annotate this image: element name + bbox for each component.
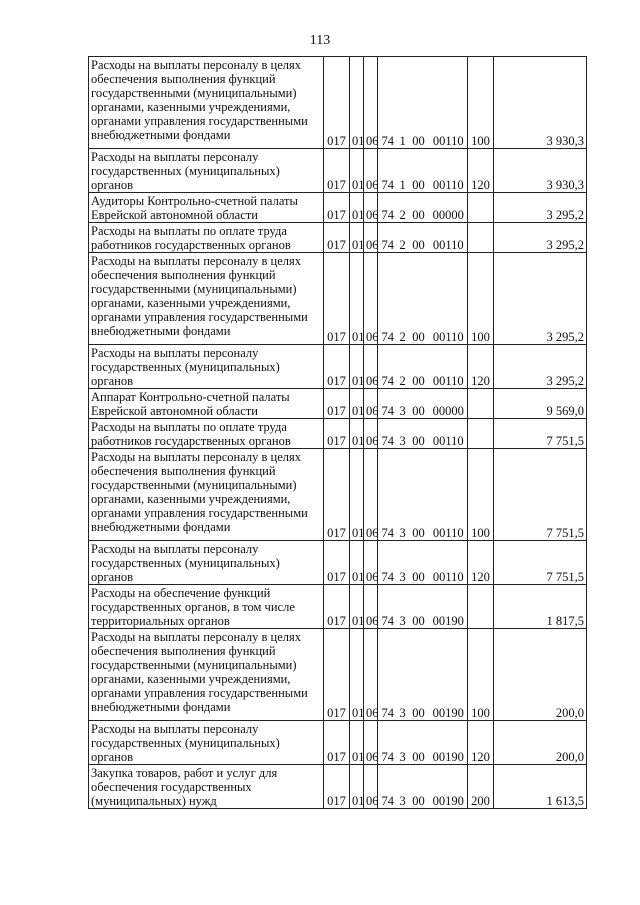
cell-subsection-code: 06 xyxy=(364,541,378,585)
cell-amount: 3 930,3 xyxy=(494,57,587,149)
cell-section-code: 01 xyxy=(350,449,364,541)
cell-amount: 9 569,0 xyxy=(494,389,587,419)
cell-amount: 200,0 xyxy=(494,629,587,721)
cell-gr-code: 017 xyxy=(324,193,350,223)
table-row xyxy=(89,345,587,389)
cell-target-event: 00 xyxy=(408,449,430,541)
cell-target-program: 74 xyxy=(378,585,398,629)
cell-target-program: 74 xyxy=(378,419,398,449)
table-row xyxy=(89,253,587,345)
cell-target-program: 74 xyxy=(378,193,398,223)
table-row xyxy=(89,629,587,721)
item-name: Расходы на выплаты по оплате труда работников государственных органов xyxy=(89,419,324,449)
item-name: Расходы на выплаты персоналу в целях обеспечения выполнения функций государственными (муниципальными) органами, казенными учреждениями, органами управления государственными внебюджетными фондами xyxy=(89,57,324,149)
table-row xyxy=(89,389,587,419)
cell-target-subprogram: 3 xyxy=(398,765,408,809)
table-row xyxy=(89,223,587,253)
cell-section-code: 01 xyxy=(350,585,364,629)
cell-subsection-code: 06 xyxy=(364,721,378,765)
table-row xyxy=(89,721,587,765)
table-row xyxy=(89,149,587,193)
cell-gr-code: 017 xyxy=(324,765,350,809)
cell-target-program: 74 xyxy=(378,541,398,585)
cell-section-code: 01 xyxy=(350,149,364,193)
cell-expense-type: 120 xyxy=(468,721,494,765)
table-row xyxy=(89,57,587,149)
cell-gr-code: 017 xyxy=(324,57,350,149)
cell-section-code: 01 xyxy=(350,223,364,253)
cell-subsection-code: 06 xyxy=(364,585,378,629)
cell-target-event: 00 xyxy=(408,253,430,345)
cell-subsection-code: 06 xyxy=(364,629,378,721)
cell-expense-type: 100 xyxy=(468,449,494,541)
cell-amount: 7 751,5 xyxy=(494,449,587,541)
cell-section-code: 01 xyxy=(350,419,364,449)
cell-target-direction: 00110 xyxy=(430,253,468,345)
cell-target-program: 74 xyxy=(378,629,398,721)
cell-target-event: 00 xyxy=(408,629,430,721)
cell-section-code: 01 xyxy=(350,765,364,809)
cell-target-direction: 00110 xyxy=(430,149,468,193)
item-name: Закупка товаров, работ и услуг для обеспечения государственных (муниципальных) нужд xyxy=(89,765,324,809)
item-name: Расходы на выплаты персоналу в целях обеспечения выполнения функций государственными (муниципальными) органами, казенными учреждениями, органами управления государственными внебюджетными фондами xyxy=(89,449,324,541)
cell-target-direction: 00110 xyxy=(430,345,468,389)
cell-amount: 3 295,2 xyxy=(494,253,587,345)
cell-target-direction: 00000 xyxy=(430,389,468,419)
cell-section-code: 01 xyxy=(350,57,364,149)
cell-expense-type: 120 xyxy=(468,149,494,193)
cell-target-direction: 00190 xyxy=(430,629,468,721)
cell-target-direction: 00110 xyxy=(430,419,468,449)
table-row xyxy=(89,541,587,585)
cell-target-subprogram: 3 xyxy=(398,449,408,541)
cell-gr-code: 017 xyxy=(324,721,350,765)
cell-expense-type xyxy=(468,223,494,253)
cell-target-subprogram: 1 xyxy=(398,57,408,149)
cell-target-direction: 00000 xyxy=(430,193,468,223)
cell-expense-type: 120 xyxy=(468,345,494,389)
cell-target-subprogram: 2 xyxy=(398,223,408,253)
cell-target-program: 74 xyxy=(378,57,398,149)
cell-target-subprogram: 3 xyxy=(398,541,408,585)
cell-amount: 1 817,5 xyxy=(494,585,587,629)
cell-target-direction: 00190 xyxy=(430,765,468,809)
item-name: Расходы на выплаты персоналу государственных (муниципальных) органов xyxy=(89,541,324,585)
cell-gr-code: 017 xyxy=(324,629,350,721)
cell-target-program: 74 xyxy=(378,345,398,389)
budget-table-body xyxy=(89,57,587,809)
item-name: Расходы на выплаты персоналу государственных (муниципальных) органов xyxy=(89,345,324,389)
item-name: Расходы на обеспечение функций государственных органов, в том числе территориальных органов xyxy=(89,585,324,629)
cell-target-direction: 00190 xyxy=(430,721,468,765)
cell-target-subprogram: 3 xyxy=(398,629,408,721)
cell-target-program: 74 xyxy=(378,253,398,345)
cell-expense-type: 100 xyxy=(468,57,494,149)
cell-target-subprogram: 3 xyxy=(398,419,408,449)
cell-target-event: 00 xyxy=(408,149,430,193)
cell-section-code: 01 xyxy=(350,721,364,765)
cell-target-event: 00 xyxy=(408,193,430,223)
cell-expense-type: 100 xyxy=(468,253,494,345)
cell-target-event: 00 xyxy=(408,223,430,253)
item-name: Расходы на выплаты персоналу государственных (муниципальных) органов xyxy=(89,721,324,765)
cell-subsection-code: 06 xyxy=(364,149,378,193)
cell-amount: 1 613,5 xyxy=(494,765,587,809)
cell-amount: 7 751,5 xyxy=(494,541,587,585)
cell-gr-code: 017 xyxy=(324,449,350,541)
item-name: Расходы на выплаты персоналу в целях обеспечения выполнения функций государственными (муниципальными) органами, казенными учреждениями, органами управления государственными внебюджетными фондами xyxy=(89,253,324,345)
item-name: Аудиторы Контрольно-счетной палаты Еврейской автономной области xyxy=(89,193,324,223)
cell-section-code: 01 xyxy=(350,541,364,585)
table-row xyxy=(89,585,587,629)
cell-gr-code: 017 xyxy=(324,541,350,585)
table-row xyxy=(89,419,587,449)
cell-target-subprogram: 3 xyxy=(398,585,408,629)
cell-subsection-code: 06 xyxy=(364,345,378,389)
cell-target-subprogram: 3 xyxy=(398,721,408,765)
page-number: 113 xyxy=(309,33,331,48)
cell-target-program: 74 xyxy=(378,149,398,193)
cell-expense-type xyxy=(468,389,494,419)
cell-target-subprogram: 3 xyxy=(398,389,408,419)
cell-target-event: 00 xyxy=(408,389,430,419)
table-row xyxy=(89,765,587,809)
cell-subsection-code: 06 xyxy=(364,223,378,253)
item-name: Расходы на выплаты персоналу государственных (муниципальных) органов xyxy=(89,149,324,193)
cell-target-direction: 00190 xyxy=(430,585,468,629)
cell-subsection-code: 06 xyxy=(364,193,378,223)
cell-target-subprogram: 2 xyxy=(398,253,408,345)
cell-target-event: 00 xyxy=(408,57,430,149)
cell-subsection-code: 06 xyxy=(364,419,378,449)
cell-gr-code: 017 xyxy=(324,253,350,345)
cell-target-event: 00 xyxy=(408,765,430,809)
cell-target-direction: 00110 xyxy=(430,223,468,253)
cell-target-direction: 00110 xyxy=(430,541,468,585)
cell-expense-type: 200 xyxy=(468,765,494,809)
cell-expense-type xyxy=(468,419,494,449)
cell-target-direction: 00110 xyxy=(430,57,468,149)
cell-gr-code: 017 xyxy=(324,149,350,193)
cell-target-event: 00 xyxy=(408,419,430,449)
cell-gr-code: 017 xyxy=(324,585,350,629)
cell-target-event: 00 xyxy=(408,585,430,629)
cell-amount: 3 295,2 xyxy=(494,223,587,253)
cell-expense-type xyxy=(468,585,494,629)
table-row xyxy=(89,449,587,541)
cell-subsection-code: 06 xyxy=(364,449,378,541)
cell-target-program: 74 xyxy=(378,721,398,765)
cell-expense-type xyxy=(468,193,494,223)
cell-section-code: 01 xyxy=(350,629,364,721)
cell-target-program: 74 xyxy=(378,389,398,419)
table-row xyxy=(89,193,587,223)
item-name: Расходы на выплаты персоналу в целях обеспечения выполнения функций государственными (муниципальными) органами, казенными учреждениями, органами управления государственными внебюджетными фондами xyxy=(89,629,324,721)
cell-amount: 200,0 xyxy=(494,721,587,765)
cell-section-code: 01 xyxy=(350,193,364,223)
item-name: Аппарат Контрольно-счетной палаты Еврейской автономной области xyxy=(89,389,324,419)
cell-target-program: 74 xyxy=(378,449,398,541)
cell-subsection-code: 06 xyxy=(364,765,378,809)
item-name: Расходы на выплаты по оплате труда работников государственных органов xyxy=(89,223,324,253)
cell-amount: 3 930,3 xyxy=(494,149,587,193)
cell-amount: 3 295,2 xyxy=(494,193,587,223)
cell-amount: 7 751,5 xyxy=(494,419,587,449)
cell-target-event: 00 xyxy=(408,721,430,765)
cell-target-subprogram: 2 xyxy=(398,345,408,389)
budget-table xyxy=(88,56,587,809)
cell-target-subprogram: 2 xyxy=(398,193,408,223)
cell-expense-type: 100 xyxy=(468,629,494,721)
cell-target-program: 74 xyxy=(378,765,398,809)
cell-section-code: 01 xyxy=(350,389,364,419)
cell-gr-code: 017 xyxy=(324,419,350,449)
cell-section-code: 01 xyxy=(350,253,364,345)
cell-subsection-code: 06 xyxy=(364,389,378,419)
cell-subsection-code: 06 xyxy=(364,253,378,345)
cell-target-subprogram: 1 xyxy=(398,149,408,193)
cell-expense-type: 120 xyxy=(468,541,494,585)
cell-subsection-code: 06 xyxy=(364,57,378,149)
cell-target-event: 00 xyxy=(408,541,430,585)
cell-gr-code: 017 xyxy=(324,223,350,253)
cell-target-direction: 00110 xyxy=(430,449,468,541)
cell-gr-code: 017 xyxy=(324,389,350,419)
cell-target-event: 00 xyxy=(408,345,430,389)
cell-section-code: 01 xyxy=(350,345,364,389)
cell-target-program: 74 xyxy=(378,223,398,253)
cell-amount: 3 295,2 xyxy=(494,345,587,389)
cell-gr-code: 017 xyxy=(324,345,350,389)
